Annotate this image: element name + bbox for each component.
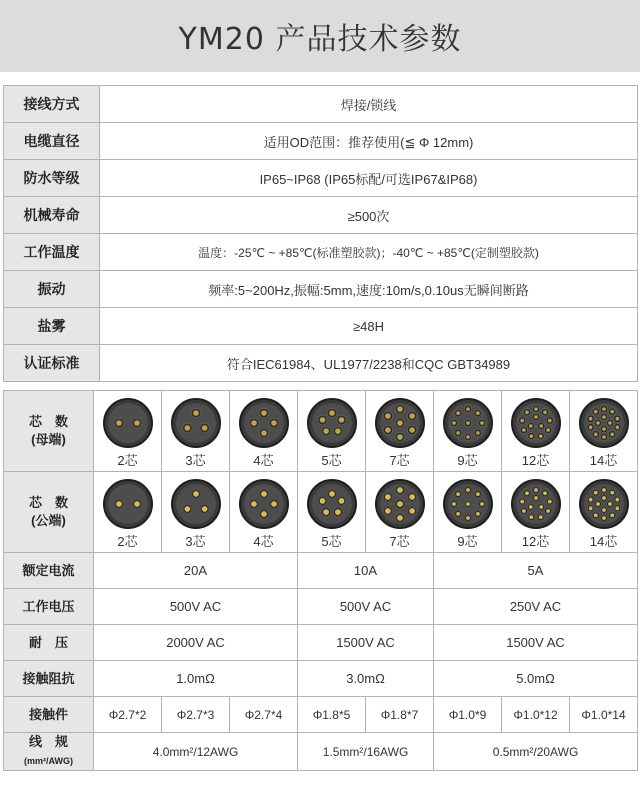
spec-value: 频率:5~200Hz,振幅:5mm,速度:10m/s,0.10us无瞬间断路 <box>100 271 638 308</box>
male-cell: 2芯 <box>94 472 162 553</box>
spec-value: ≥500次 <box>100 197 638 234</box>
female-cell: 12芯 <box>502 391 570 472</box>
current-row <box>4 553 638 589</box>
wire-gauge-row <box>4 733 638 771</box>
spec-row-salt-spray <box>4 308 638 345</box>
current-value: 5A <box>434 553 638 589</box>
female-cell: 3芯 <box>162 391 230 472</box>
female-cell: 2芯 <box>94 391 162 472</box>
spec-value: 适用OD范围：推荐使用(≦ Φ 12mm) <box>100 123 638 160</box>
male-cell: 3芯 <box>162 472 230 553</box>
contact-value: Φ2.7*3 <box>162 697 230 733</box>
female-4pin-connector-icon <box>238 397 290 449</box>
contact-value: Φ1.8*7 <box>366 697 434 733</box>
resistance-value: 5.0mΩ <box>434 661 638 697</box>
spec-label: 工作温度 <box>4 234 100 271</box>
male-label: 芯 数 (公端) <box>4 472 94 553</box>
spec-label: 防水等级 <box>4 160 100 197</box>
voltage-label: 工作电压 <box>4 589 94 625</box>
withstand-value: 1500V AC <box>434 625 638 661</box>
voltage-value: 500V AC <box>298 589 434 625</box>
resistance-row <box>4 661 638 697</box>
male-cell: 5芯 <box>298 472 366 553</box>
spec-row-cable-diameter <box>4 123 638 160</box>
resistance-value: 3.0mΩ <box>298 661 434 697</box>
male-cell: 9芯 <box>434 472 502 553</box>
contact-value: Φ1.0*12 <box>502 697 570 733</box>
spec-value: 温度：-25℃ ~ +85℃(标准塑胶款)；-40℃ ~ +85℃(定制塑胶款) <box>100 234 638 271</box>
wire-gauge-label: 线 规 (mm²/AWG) <box>4 733 94 771</box>
female-14pin-connector-icon <box>578 397 630 449</box>
female-7pin-connector-icon <box>374 397 426 449</box>
contacts-label: 接触件 <box>4 697 94 733</box>
withstand-row <box>4 625 638 661</box>
spec-row-mechanical-life <box>4 197 638 234</box>
page-title: YM20 产品技术参数 <box>178 22 462 57</box>
male-cell: 7芯 <box>366 472 434 553</box>
current-value: 10A <box>298 553 434 589</box>
contact-value: Φ2.7*4 <box>230 697 298 733</box>
spec-label: 盐雾 <box>4 308 100 345</box>
spec-label: 振动 <box>4 271 100 308</box>
female-row <box>4 391 638 472</box>
female-9pin-connector-icon <box>442 397 494 449</box>
resistance-label: 接触阻抗 <box>4 661 94 697</box>
contact-value: Φ1.0*14 <box>570 697 638 733</box>
male-3pin-connector-icon <box>170 478 222 530</box>
male-4pin-connector-icon <box>238 478 290 530</box>
male-row <box>4 472 638 553</box>
withstand-label: 耐 压 <box>4 625 94 661</box>
withstand-value: 2000V AC <box>94 625 298 661</box>
female-2pin-connector-icon <box>102 397 154 449</box>
female-cell: 9芯 <box>434 391 502 472</box>
female-cell: 14芯 <box>570 391 638 472</box>
voltage-row <box>4 589 638 625</box>
spec-label: 电缆直径 <box>4 123 100 160</box>
spec-value: ≥48H <box>100 308 638 345</box>
male-7pin-connector-icon <box>374 478 426 530</box>
male-9pin-connector-icon <box>442 478 494 530</box>
spec-row-vibration <box>4 271 638 308</box>
spec-table <box>3 85 638 382</box>
title-banner <box>0 0 640 72</box>
current-value: 20A <box>94 553 298 589</box>
contact-value: Φ2.7*2 <box>94 697 162 733</box>
female-3pin-connector-icon <box>170 397 222 449</box>
spec-value: IP65~IP68 (IP65标配/可选IP67&IP68) <box>100 160 638 197</box>
female-5pin-connector-icon <box>306 397 358 449</box>
spec-row-temperature <box>4 234 638 271</box>
wire-gauge-value: 0.5mm²/20AWG <box>434 733 638 771</box>
withstand-value: 1500V AC <box>298 625 434 661</box>
connector-table <box>3 390 638 771</box>
spec-label: 接线方式 <box>4 86 100 123</box>
resistance-value: 1.0mΩ <box>94 661 298 697</box>
spec-label: 机械寿命 <box>4 197 100 234</box>
spec-row-certification <box>4 345 638 382</box>
voltage-value: 250V AC <box>434 589 638 625</box>
spec-value: 符合IEC61984、UL1977/2238和CQC GBT34989 <box>100 345 638 382</box>
wire-gauge-value: 1.5mm²/16AWG <box>298 733 434 771</box>
male-12pin-connector-icon <box>510 478 562 530</box>
male-cell: 12芯 <box>502 472 570 553</box>
female-cell: 4芯 <box>230 391 298 472</box>
male-5pin-connector-icon <box>306 478 358 530</box>
male-cell: 4芯 <box>230 472 298 553</box>
current-label: 额定电流 <box>4 553 94 589</box>
female-cell: 7芯 <box>366 391 434 472</box>
spec-row-waterproof <box>4 160 638 197</box>
voltage-value: 500V AC <box>94 589 298 625</box>
wire-gauge-value: 4.0mm²/12AWG <box>94 733 298 771</box>
female-label: 芯 数 (母端) <box>4 391 94 472</box>
spec-value: 焊接/锁线 <box>100 86 638 123</box>
spec-label: 认证标准 <box>4 345 100 382</box>
female-12pin-connector-icon <box>510 397 562 449</box>
male-2pin-connector-icon <box>102 478 154 530</box>
male-14pin-connector-icon <box>578 478 630 530</box>
contact-value: Φ1.8*5 <box>298 697 366 733</box>
female-cell: 5芯 <box>298 391 366 472</box>
contacts-row <box>4 697 638 733</box>
contact-value: Φ1.0*9 <box>434 697 502 733</box>
spec-row-wiring <box>4 86 638 123</box>
male-cell: 14芯 <box>570 472 638 553</box>
